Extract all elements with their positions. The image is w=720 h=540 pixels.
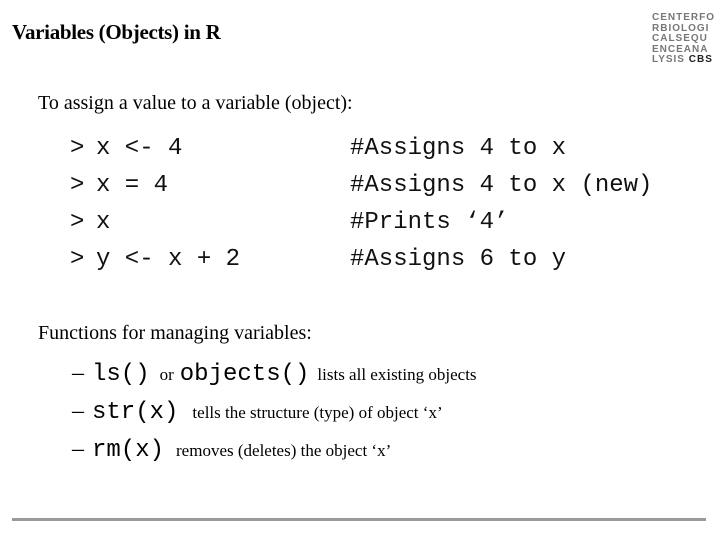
code-prompt: > [70,172,85,199]
code-prompt: > [70,246,85,273]
code-text: x = 4 [96,172,169,199]
bottom-divider [12,518,706,521]
function-item [72,398,443,426]
logo-line: RBIOLOGI [652,22,710,34]
code-text: y <- x + 2 [96,246,241,273]
code-comment: #Assigns 4 to x [350,135,567,162]
code-prompt: > [70,135,85,162]
logo-line: CENTERFO [652,12,715,23]
function-name: str(x) [92,399,179,426]
logo-line: LYSIS [652,54,685,65]
bullet-dash: – [72,360,84,386]
code-comment: #Assigns 6 to y [350,246,567,273]
code-text: x <- 4 [96,135,183,162]
logo-line: CALSEQU [652,33,708,44]
function-name: objects() [179,361,310,388]
function-item [72,436,391,464]
code-text: x [96,209,111,236]
function-description: tells the structure (type) of object ‘x’ [192,403,443,422]
cbs-logo [652,13,715,66]
slide-title: Variables (Objects) in R [12,20,221,44]
code-comment: #Prints ‘4’ [350,209,509,236]
function-description: lists all existing objects [317,365,477,384]
function-description: removes (deletes) the object ‘x’ [176,441,392,460]
function-item [72,360,477,388]
logo-cbs: CBS [688,54,713,65]
code-comment: #Assigns 4 to x (new) [350,172,653,199]
function-name: rm(x) [92,437,165,464]
bullet-dash: – [72,398,84,424]
bullet-dash: – [72,436,84,462]
logo-line: ENCEANA [652,43,709,55]
functions-heading: Functions for managing variables: [38,322,312,344]
connector-text: or [159,365,174,384]
function-name: ls() [92,361,150,388]
code-prompt: > [70,209,85,236]
assign-heading: To assign a value to a variable (object): [38,92,353,114]
